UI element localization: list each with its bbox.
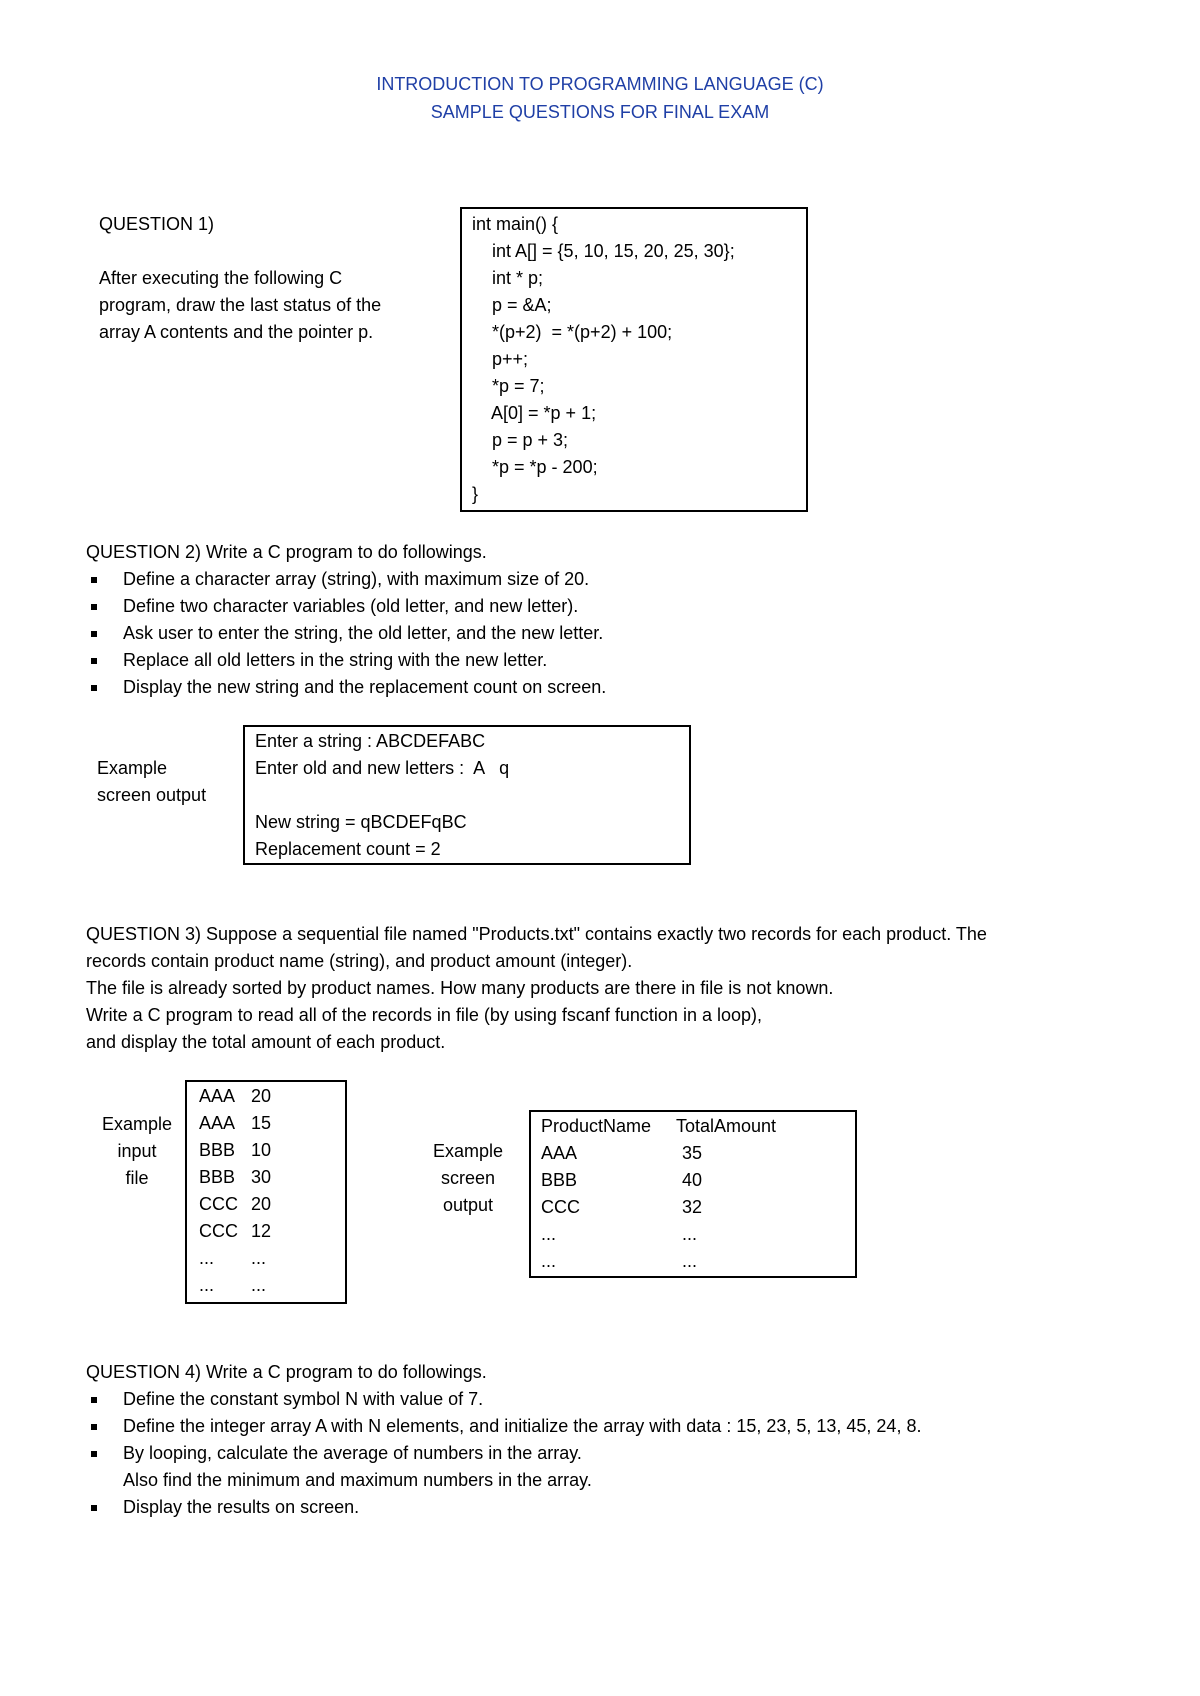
q3-output-label: Example [432, 1141, 504, 1161]
bullet-marker [91, 685, 97, 691]
input-row-value: ... [251, 1248, 267, 1268]
q1-text-line: After executing the following C [99, 268, 343, 288]
output-row: AAA [541, 1143, 578, 1163]
output-header: ProductName [541, 1116, 652, 1136]
bullet-marker [91, 1397, 97, 1403]
q3-input-label: Example [101, 1114, 173, 1134]
code-line: int main() { [472, 214, 559, 234]
q2-bullet: Replace all old letters in the string with the new letter. [123, 650, 547, 671]
output-line: Enter old and new letters : A q [255, 758, 510, 778]
q1-title: QUESTION 1) [99, 214, 215, 234]
code-line: p = &A; [482, 295, 552, 315]
input-row: BBB [199, 1140, 236, 1160]
q1-code-box [460, 207, 808, 512]
q1-text-line: array A contents and the pointer p. [99, 322, 374, 342]
code-line: *p = *p - 200; [482, 457, 598, 477]
bullet-marker [91, 631, 97, 637]
q3-text-line: The file is already sorted by product names. How many products are there in file is not known. [86, 978, 834, 998]
input-row: ... [199, 1248, 215, 1268]
input-row: AAA [199, 1113, 236, 1133]
q3-output-box [529, 1110, 857, 1278]
q2-bullet: Define a character array (string), with maximum size of 20. [123, 569, 589, 590]
output-row-value: 32 [682, 1197, 703, 1217]
bullet-marker [91, 1424, 97, 1430]
input-row-value: 20 [251, 1194, 272, 1214]
code-line: *p = 7; [482, 376, 545, 396]
input-row-value: 20 [251, 1086, 272, 1106]
q3-input-file-box [185, 1080, 347, 1304]
q4-title: QUESTION 4) Write a C program to do followings. [86, 1362, 487, 1382]
input-row-value: ... [251, 1275, 267, 1295]
bullet-marker [91, 658, 97, 664]
q3-output-label: output [442, 1195, 494, 1215]
code-line: p++; [482, 349, 529, 369]
q3-input-label: input [117, 1141, 157, 1161]
q4-continuation: Also find the minimum and maximum numbers in the array. [123, 1470, 592, 1490]
input-row-value: 12 [251, 1221, 272, 1241]
q4-bullet: Display the results on screen. [123, 1497, 359, 1518]
q2-example-label: Example [97, 758, 168, 778]
input-row-value: 15 [251, 1113, 272, 1133]
output-row: CCC [541, 1197, 580, 1217]
q3-output-label: screen [440, 1168, 496, 1188]
code-line: } [472, 484, 479, 504]
q1-text-line: program, draw the last status of the [99, 295, 382, 315]
output-line: New string = qBCDEFqBC [255, 812, 467, 832]
bullet-marker [91, 1505, 97, 1511]
q2-example-label: screen output [97, 785, 207, 805]
code-line: int A[] = {5, 10, 15, 20, 25, 30}; [482, 241, 735, 261]
code-line: *(p+2) = *(p+2) + 100; [482, 322, 673, 342]
output-line: Enter a string : ABCDEFABC [255, 731, 486, 751]
output-row-value: 35 [682, 1143, 703, 1163]
q3-text-line: and display the total amount of each product. [86, 1032, 446, 1052]
q2-bullet: Display the new string and the replacement count on screen. [123, 677, 606, 698]
input-row-value: 30 [251, 1167, 272, 1187]
input-row-value: 10 [251, 1140, 272, 1160]
q4-bullet: By looping, calculate the average of numbers in the array. [123, 1443, 582, 1464]
q2-title: QUESTION 2) Write a C program to do followings. [86, 542, 487, 562]
q4-bullet: Define the constant symbol N with value of 7. [123, 1389, 483, 1410]
header-subtitle: SAMPLE QUESTIONS FOR FINAL EXAM [430, 102, 770, 122]
output-row: BBB [541, 1170, 578, 1190]
input-row: CCC [199, 1221, 238, 1241]
q2-bullet: Define two character variables (old letter, and new letter). [123, 596, 578, 617]
q2-output-box [243, 725, 691, 865]
bullet-marker [91, 604, 97, 610]
bullet-marker [91, 1451, 97, 1457]
output-row-value: ... [682, 1224, 698, 1244]
output-row: ... [541, 1251, 557, 1271]
q3-input-label: file [125, 1168, 149, 1188]
q3-text-line: QUESTION 3) Suppose a sequential file named "Products.txt" contains exactly two records for each product. The [86, 924, 987, 944]
q2-bullet: Ask user to enter the string, the old letter, and the new letter. [123, 623, 603, 644]
output-row-value: ... [682, 1251, 698, 1271]
code-line: p = p + 3; [482, 430, 569, 450]
output-line: Replacement count = 2 [255, 839, 441, 859]
code-line: int * p; [482, 268, 544, 288]
code-line: A[0] = *p + 1; [482, 403, 597, 423]
input-row: BBB [199, 1167, 236, 1187]
output-row: ... [541, 1224, 557, 1244]
q4-bullet: Define the integer array A with N elements, and initialize the array with data : 15, 23, 5, 13, 45, 24, 8. [123, 1416, 921, 1437]
output-header: TotalAmount [676, 1116, 777, 1136]
q3-text-line: Write a C program to read all of the records in file (by using fscanf function in a loop), [86, 1005, 762, 1025]
q3-text-line: records contain product name (string), and product amount (integer). [86, 951, 633, 971]
input-row: AAA [199, 1086, 236, 1106]
bullet-marker [91, 577, 97, 583]
header-title: INTRODUCTION TO PROGRAMMING LANGUAGE (C) [376, 74, 824, 94]
input-row: CCC [199, 1194, 238, 1214]
input-row: ... [199, 1275, 215, 1295]
output-row-value: 40 [682, 1170, 703, 1190]
